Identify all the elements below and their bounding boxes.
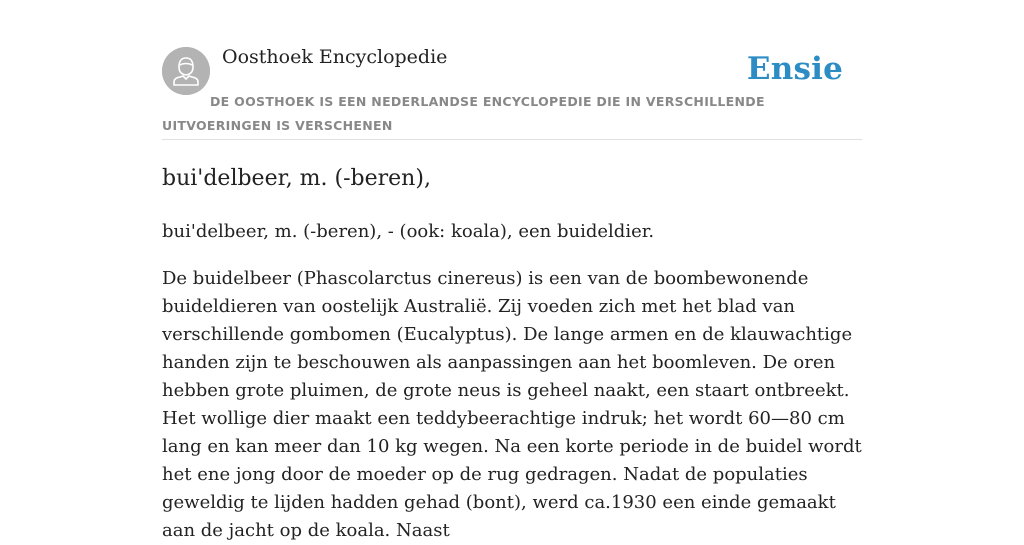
user-avatar-icon[interactable] [162,47,210,95]
article [162,140,862,545]
page-header [162,0,862,140]
page-container [162,0,862,545]
article-body: De buidelbeer (Phascolarctus cinereus) is een van de boombewonende buideldieren van oostelijk Australië. Zij voeden zich met het blad van verschillende gombomen (Eucalyptus). De lange armen en de klauwachtige handen zijn te beschouwen als aanpassingen aan het boomleven. De oren hebben grote pluimen, de grote neus is geheel naakt, een staart ontbreekt. Het wollige dier maakt een teddybeerachtige indruk; het wordt 60—80 cm lang en kan meer dan 10 kg wegen. Na een korte periode in de buidel wordt het ene jong door de moeder op de rug gedragen. Nadat de populaties geweldig te lijden hadden gehad (bont), werd ca.1930 een einde gemaakt aan de jacht op de koala. Naast [162,268,862,541]
article-title: bui'delbeer, m. (-beren), [162,166,431,191]
brand-logo[interactable]: Ensie [746,51,843,87]
site-tagline: DE OOSTHOEK IS EEN NEDERLANDSE ENCYCLOPEDIE DIE IN VERSCHILLENDE UITVOERINGEN IS VERSCHENEN [162,94,765,133]
article-lead: bui'delbeer, m. (-beren), - (ook: koala), een buideldier. [162,221,655,242]
site-name[interactable]: Oosthoek Encyclopedie [222,46,448,68]
